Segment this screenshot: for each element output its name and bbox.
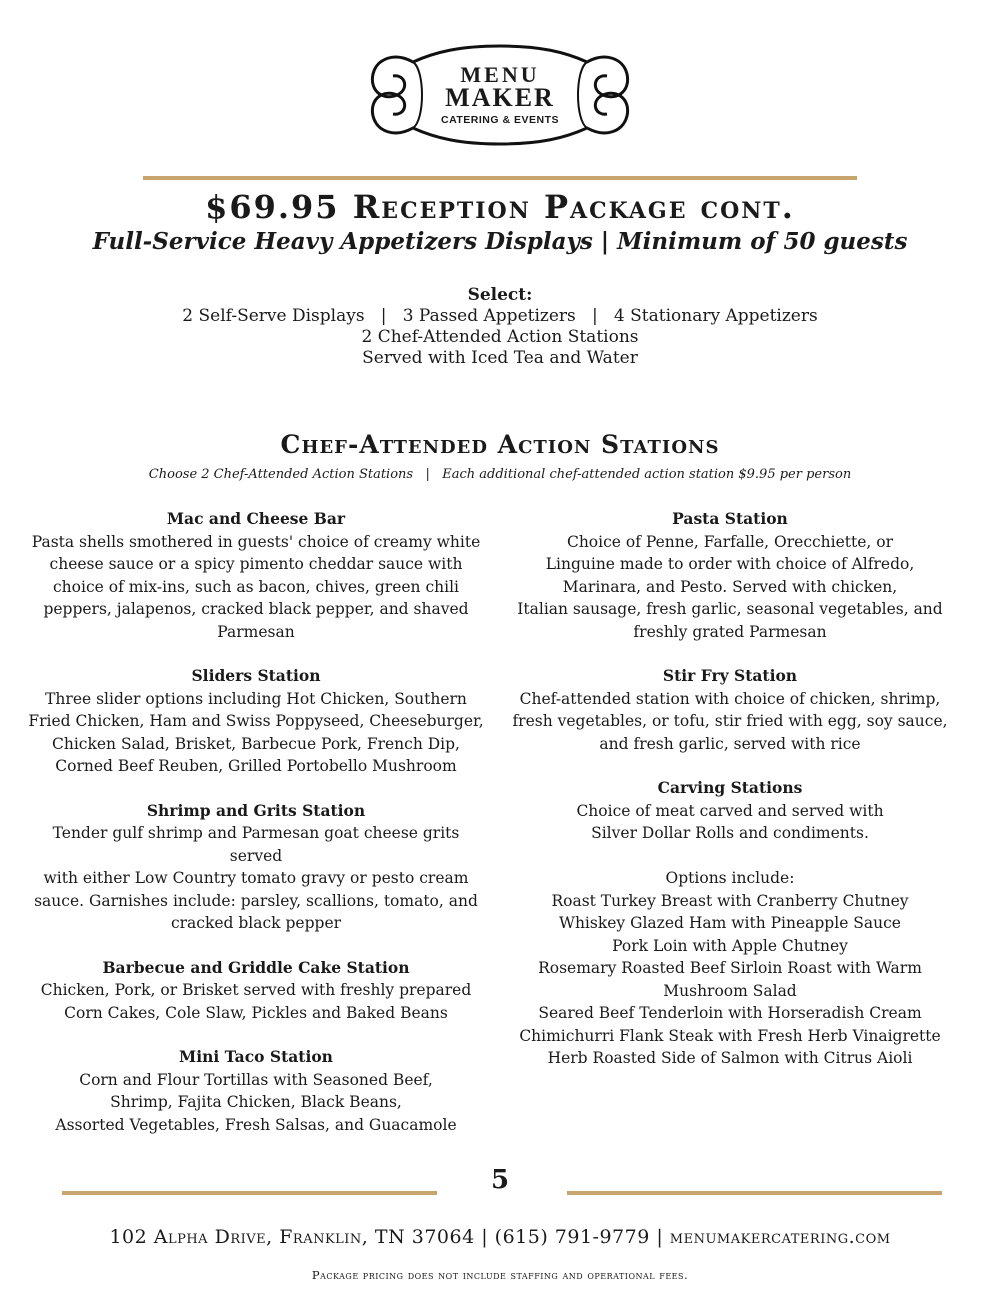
station-description bbox=[500, 688, 960, 756]
station-description-line: choice of mix-ins, such as bacon, chives, green chili bbox=[53, 577, 459, 596]
station-description-line: Fried Chicken, Ham and Swiss Poppyseed, Cheeseburger, bbox=[28, 712, 484, 730]
station-description-line: Herb Roasted Side of Salmon with Citrus Aioli bbox=[547, 1049, 913, 1067]
station-name: Carving Stations bbox=[657, 778, 803, 797]
select-line-2: 2 Chef-Attended Action Stations bbox=[361, 327, 639, 347]
station-description-line: Shrimp, Fajita Chicken, Black Beans, bbox=[110, 1093, 402, 1111]
station-description-line: Seared Beef Tenderloin with Horseradish Cream bbox=[538, 1004, 922, 1022]
station-description-line: Corn and Flour Tortillas with Seasoned Beef, bbox=[79, 1070, 433, 1089]
station-item bbox=[26, 1046, 486, 1136]
station-description-line: Linguine made to order with choice of Alfredo, bbox=[545, 555, 915, 573]
station-description-line: Options include: bbox=[665, 869, 795, 887]
logo-tagline: CATERING & EVENTS bbox=[441, 114, 559, 126]
station-description-line: freshly grated Parmesan bbox=[633, 622, 827, 641]
station-description-line: Choice of Penne, Farfalle, Orecchiette, or bbox=[566, 532, 894, 551]
station-description-line: sauce. Garnishes include: parsley, scallions, tomato, and bbox=[34, 891, 478, 910]
station-name: Stir Fry Station bbox=[662, 666, 798, 685]
station-description-line: Chicken Salad, Brisket, Barbecue Pork, French Dip, bbox=[52, 734, 460, 753]
brand-logo bbox=[365, 40, 635, 150]
station-description-line: Choice of meat carved and served with bbox=[576, 801, 884, 820]
station-item bbox=[500, 777, 960, 1070]
station-item bbox=[26, 957, 486, 1025]
station-item bbox=[26, 508, 486, 643]
station-description-line: with either Low Country tomato gravy or pesto cream bbox=[43, 869, 469, 887]
station-description-line: Italian sausage, fresh garlic, seasonal vegetables, and bbox=[517, 600, 943, 618]
station-description-line: Roast Turkey Breast with Cranberry Chutney bbox=[551, 891, 909, 910]
logo-word-menu: MENU bbox=[460, 62, 540, 87]
station-description bbox=[500, 531, 960, 644]
station-description bbox=[26, 1069, 486, 1137]
section-title: Chef-Attended Action Stations bbox=[280, 430, 720, 459]
select-line-1: 2 Self-Serve Displays | 3 Passed Appetizers | 4 Stationary Appetizers bbox=[182, 306, 818, 326]
station-description-line: and fresh garlic, served with rice bbox=[599, 734, 861, 753]
station-description-line: Parmesan bbox=[217, 622, 295, 641]
station-description-line: Chimichurri Flank Steak with Fresh Herb Vinaigrette bbox=[519, 1026, 941, 1045]
station-description-line: Pork Loin with Apple Chutney bbox=[612, 936, 848, 955]
station-name: Sliders Station bbox=[191, 666, 321, 685]
station-description-line: cracked black pepper bbox=[170, 914, 342, 932]
station-description-line: fresh vegetables, or tofu, stir fried with egg, soy sauce, bbox=[512, 712, 948, 730]
station-description-line: Corn Cakes, Cole Slaw, Pickles and Baked Beans bbox=[64, 1003, 448, 1022]
footer-contact: 102 Alpha Drive, Franklin, TN 37064 | (615) 791-9779 | menumakercatering.com bbox=[109, 1226, 891, 1248]
station-item bbox=[26, 800, 486, 935]
station-description-line: Silver Dollar Rolls and condiments. bbox=[591, 824, 869, 842]
station-description-line: Tender gulf shrimp and Parmesan goat cheese grits served bbox=[52, 824, 460, 865]
station-item bbox=[500, 508, 960, 643]
station-description-line: Pasta shells smothered in guests' choice of creamy white bbox=[31, 532, 481, 551]
station-description-line: Chef-attended station with choice of chicken, shrimp, bbox=[519, 689, 941, 708]
right-station-column bbox=[500, 508, 960, 1092]
page-title: $69.95 Reception Package cont. bbox=[205, 188, 795, 226]
station-description-line bbox=[500, 845, 960, 868]
station-item bbox=[26, 665, 486, 778]
select-block bbox=[0, 285, 1000, 369]
station-description bbox=[500, 800, 960, 1070]
station-name: Mac and Cheese Bar bbox=[166, 509, 346, 528]
station-description-line: Three slider options including Hot Chicken, Southern bbox=[45, 689, 467, 708]
left-station-column bbox=[26, 508, 486, 1158]
station-name: Barbecue and Griddle Cake Station bbox=[102, 957, 410, 977]
logo-word-maker: MAKER bbox=[445, 83, 555, 112]
station-description-line: Assorted Vegetables, Fresh Salsas, and Guacamole bbox=[55, 1115, 457, 1134]
station-description-line: Mushroom Salad bbox=[663, 981, 797, 1000]
footer-disclaimer: Package pricing does not include staffing and operational fees. bbox=[311, 1268, 689, 1282]
station-description bbox=[26, 531, 486, 644]
station-description-line: Marinara, and Pesto. Served with chicken, bbox=[562, 577, 898, 596]
station-description-line: Corned Beef Reuben, Grilled Portobello Mushroom bbox=[55, 757, 457, 775]
station-item bbox=[500, 665, 960, 755]
station-description-line: Rosemary Roasted Beef Sirloin Roast with Warm bbox=[538, 959, 922, 977]
station-name: Pasta Station bbox=[672, 509, 788, 528]
page-number: 5 bbox=[490, 1165, 510, 1195]
select-label: Select: bbox=[467, 285, 533, 305]
station-description-line: peppers, jalapenos, cracked black pepper, and shaved bbox=[43, 600, 469, 618]
bottom-divider-left bbox=[62, 1191, 437, 1195]
station-description bbox=[26, 688, 486, 778]
page-subtitle: Full-Service Heavy Appetizers Displays | Minimum of 50 guests bbox=[92, 228, 908, 255]
section-subtitle: Choose 2 Chef-Attended Action Stations | Each additional chef-attended action station $9.95 per person bbox=[148, 467, 852, 482]
select-line-3: Served with Iced Tea and Water bbox=[362, 348, 638, 368]
bottom-divider-right bbox=[567, 1191, 942, 1195]
station-name: Shrimp and Grits Station bbox=[146, 800, 366, 820]
station-description-line: cheese sauce or a spicy pimento cheddar sauce with bbox=[49, 555, 463, 573]
station-description bbox=[26, 979, 486, 1024]
station-name: Mini Taco Station bbox=[179, 1047, 333, 1066]
station-description-line: Chicken, Pork, or Brisket served with freshly prepared bbox=[40, 981, 472, 999]
station-description bbox=[26, 822, 486, 935]
station-description-line: Whiskey Glazed Ham with Pineapple Sauce bbox=[559, 914, 901, 932]
top-divider bbox=[143, 176, 857, 180]
